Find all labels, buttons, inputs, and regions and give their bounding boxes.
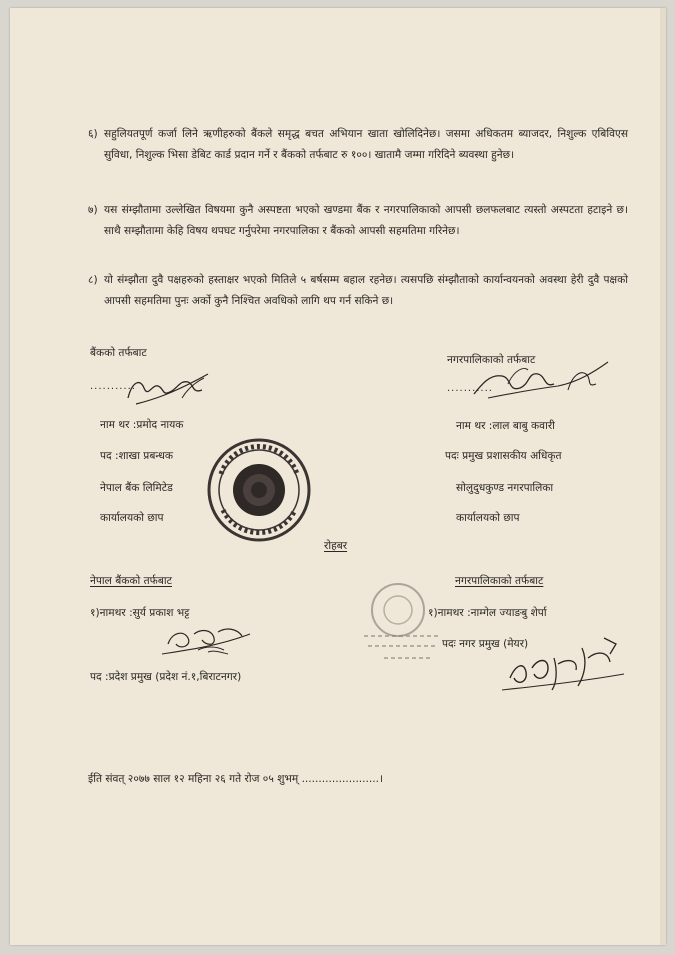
date-dots: .......................। [301,773,384,785]
bank-signer-post: पद :शाखा प्रबन्धक [100,450,173,462]
date-line [88,772,383,786]
clause-8 [88,270,628,312]
page-edge [660,8,666,945]
clause-number: ६) [88,128,98,140]
municipality-side-heading: नगरपालिकाको तर्फबाट [447,354,536,366]
bank-signer-name: नाम थर :प्रमोद नायक [100,419,184,431]
clause-text: यस संम्झौतामा उल्लेखित विषयमा कुनै अस्पष्टता भएको खण्डमा बैंक र नगरपालिकाको आपसी छलफलबाट त्यस्तो अस्पटता हटाइने छ। साथै सम्झौतामा केहि विषय थपघट गर्नुपरेमा नगरपालिका र बैंकको आपसी सहमतिमा गरिनेछ। [104,204,628,237]
clause-number: ८) [88,274,98,286]
municipality-stamp-label: कार्यालयको छाप [456,512,520,524]
clause-text: सहुलियतपूर्ण कर्जा लिने ऋणीहरुको बैंकले समृद्ध बचत अभियान खाता खोलिदिनेछ। जसमा अधिकतम ब्याजदर, निशुल्क एबिविएस सुविधा, निशुल्क भिसा डेबिट कार्ड प्रदान गर्ने र बैंकको तर्फबाट रु १००। खातामै जम्मा गरिदिने ब्यवस्था हुनेछ। [104,128,628,161]
municipality-signer-name: नाम थर :लाल बाबु कवारी [456,420,555,432]
date-text: ईति संवत् २०७७ साल १२ महिना २६ गते रोज ०५ शुभम् [88,773,299,785]
bank-signature-line: ........... [90,381,136,392]
witness-bank-heading: नेपाल बैंकको तर्फबाट [90,575,172,587]
clause-7 [88,200,628,242]
witness-heading: रोहबर [324,540,348,552]
bank-stamp-label: कार्यालयको छाप [100,512,164,524]
witness-municipality-name: १)नामथर :नाम्गेल ज्याङबु शेर्पा [428,607,547,619]
witness-municipality-heading: नगरपालिकाको तर्फबाट [455,575,544,587]
bank-side-heading: बैंकको तर्फबाट [90,347,147,359]
clause-6 [88,124,628,166]
bank-org-name: नेपाल बैंक लिमिटेड [100,482,173,494]
municipality-org-name: सोलुदुधकुण्ड नगरपालिका [456,482,554,494]
municipality-signer-post: पदः प्रमुख प्रशासकीय अधिकृत [445,450,562,462]
municipality-signature-line: ........... [447,383,493,394]
clause-number: ७) [88,204,98,216]
witness-municipality-post: पदः नगर प्रमुख (मेयर) [442,638,529,650]
document-page [10,8,666,945]
witness-bank-signature [158,616,254,662]
bank-office-stamp [203,434,315,546]
witness-bank-post: पद :प्रदेश प्रमुख (प्रदेश नं.१,बिराटनगर) [90,671,242,683]
municipality-faded-stamp [344,576,454,676]
witness-bank-name: १)नामथर :सुर्य प्रकाश भट्ट [90,607,190,619]
clause-text: यो संम्झौता दुवै पक्षहरुको हस्ताक्षर भएको मितिले ५ बर्षसम्म बहाल रहनेछ। त्यसपछि संम्झौताको कार्यान्वयनको अवस्था हेरी दुवै पक्षको आपसी सहमतिमा पुनः अर्को कुनै निश्चित अवधिको लागि थप गर्न सकिने छ। [104,274,628,307]
